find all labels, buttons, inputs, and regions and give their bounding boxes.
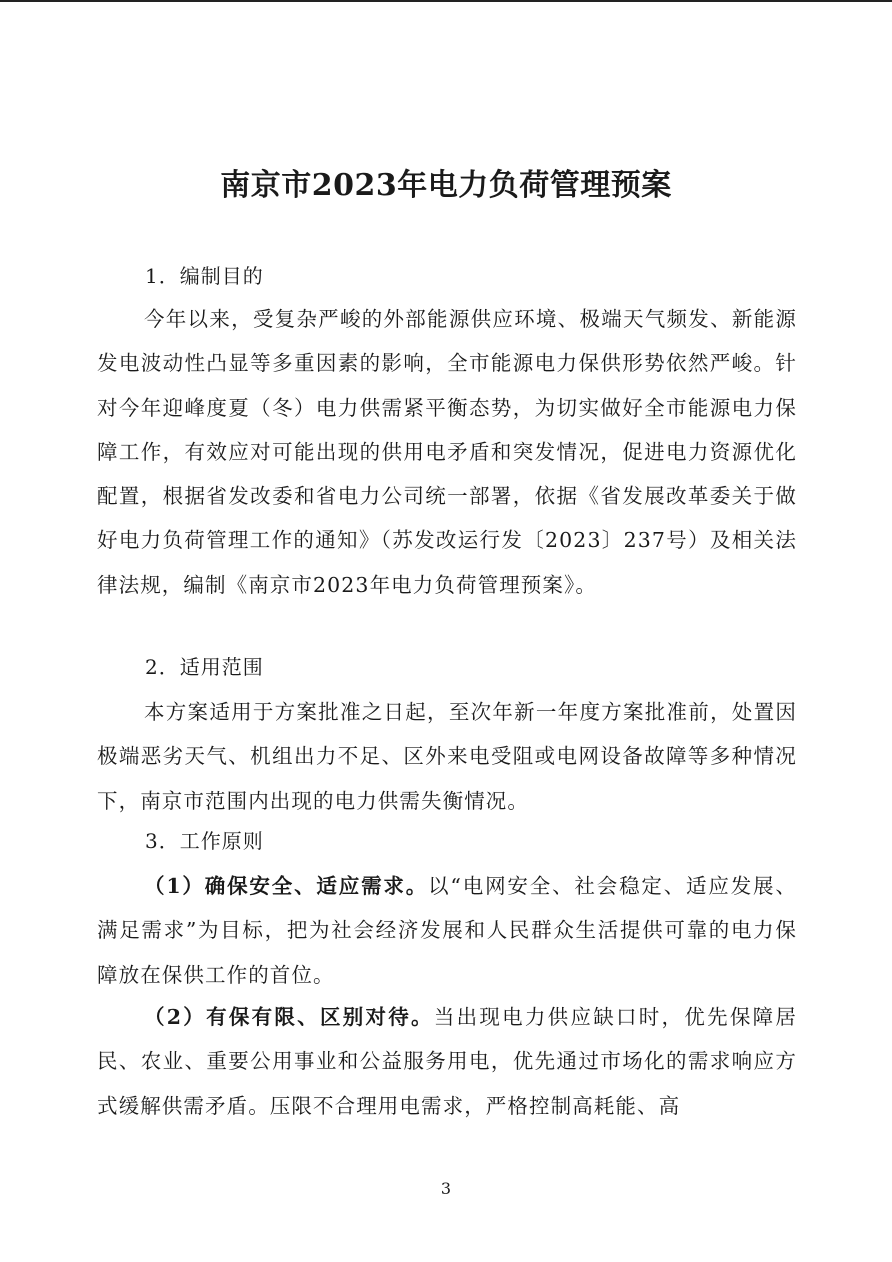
section-heading-purpose: 1．编制目的: [145, 264, 264, 288]
principle-item-2-lead: （2）有保有限、区别对待。: [144, 1005, 434, 1029]
principle-item-2-text: 当出现电力供应缺口时，优先保障居民、农业、重要公用事业和公益服务用电，优先通过市场化的需求响应方式缓解供需矛盾。压限不合理用电需求，严格控制高耗能、高: [97, 1005, 797, 1118]
section-heading-principles: 3．工作原则: [145, 829, 264, 853]
principle-item-1-text: 以“电网安全、社会稳定、适应发展、满足需求”为目标，把为社会经济发展和人民群众生活提供可靠的电力保障放在保供工作的首位。: [97, 874, 797, 987]
principle-item-1: [97, 864, 797, 997]
page-top-border: [0, 0, 892, 2]
page-number: 3: [440, 1179, 452, 1198]
page-title: 南京市2023年电力负荷管理预案: [220, 168, 672, 203]
principle-item-2: [97, 995, 797, 1128]
paragraph-purpose: 今年以来，受复杂严峻的外部能源供应环境、极端天气频发、新能源发电波动性凸显等多重因素的影响，全市能源电力保供形势依然严峻。针对今年迎峰度夏（冬）电力供需紧平衡态势，为切实做好全市能源电力保障工作，有效应对可能出现的供用电矛盾和突发情况，促进电力资源优化配置，根据省发改委和省电力公司统一部署，依据《省发展改革委关于做好电力负荷管理工作的通知》（苏发改运行发〔2023〕237号）及相关法律法规，编制《南京市2023年电力负荷管理预案》。: [97, 307, 797, 597]
principle-item-1-lead: （1）确保安全、适应需求。: [144, 874, 429, 898]
section-heading-scope: 2．适用范围: [145, 655, 264, 679]
paragraph-scope: 本方案适用于方案批准之日起，至次年新一年度方案批准前，处置因极端恶劣天气、机组出力不足、区外来电受阻或电网设备故障等多种情况下，南京市范围内出现的电力供需失衡情况。: [97, 700, 797, 813]
